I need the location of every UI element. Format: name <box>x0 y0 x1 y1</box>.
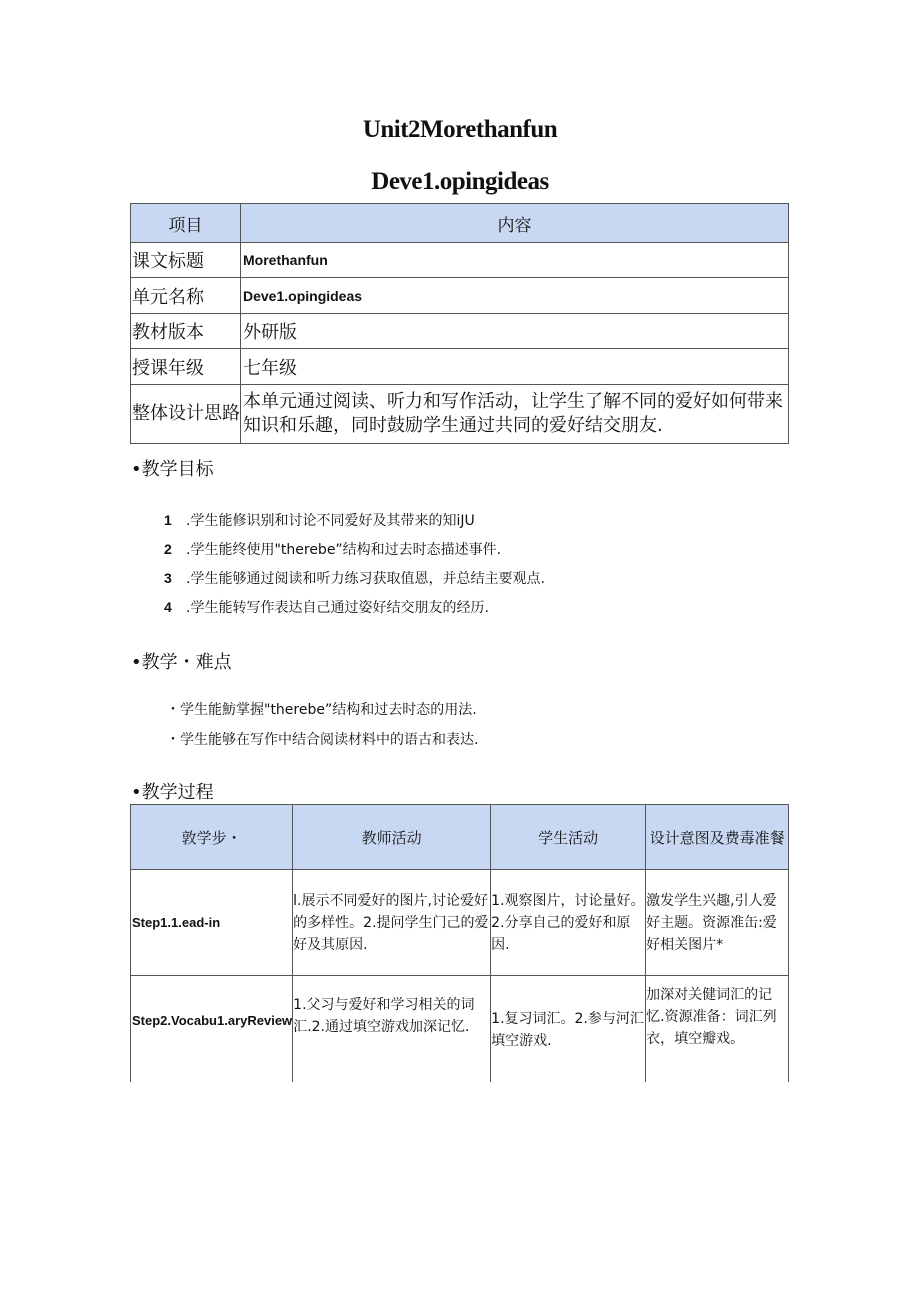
table-row <box>131 870 789 976</box>
header-cell-content: 内容 <box>241 204 789 243</box>
objective-number: 2 <box>164 541 172 557</box>
document-title: Unit2Morethanfun <box>362 116 558 143</box>
document-subtitle: Deve1.opingideas <box>371 168 549 195</box>
difficulties-heading: •教学・难点 <box>131 652 232 673</box>
difficulty-item: ・学生能够在写作中结合阅读材料中的语古和表达. <box>166 732 479 748</box>
objective-text: .学生能修识别和讨论不同爱好及其带来的知iJU <box>186 513 475 529</box>
objective-item <box>164 597 489 617</box>
objective-text: .学生能终使用"therebe”结构和过去时态描述事件. <box>186 542 502 558</box>
row-value: Deve1.opingideas <box>241 278 789 314</box>
teacher-activity-cell: l.展示不同爱好的图片,讨论爱好的多样性。2.提问学生门己的爱好及其原因. <box>293 870 491 976</box>
objective-item <box>164 539 501 559</box>
header-cell-step: 敦学步・ <box>131 805 293 870</box>
objective-number: 3 <box>164 570 172 586</box>
row-key: 单元名称 <box>131 278 241 314</box>
objective-text: .学生能够通过阅读和听力练习获取值恩，并总结主要观点. <box>186 571 545 587</box>
step-text: Step2.Vocabu1.aryReview <box>132 1013 293 1028</box>
step-cell: Step1.1.ead-in <box>131 870 293 976</box>
teacher-activity-text: 1.父习与爱好和学习相关的词汇.2.通过填空游戏加深记忆. <box>293 997 475 1035</box>
row-value: 本单元通过阅读、听力和写作活动，让学生了解不同的爱好如何带来知识和乐趣，同时鼓励学生通过共同的爱好结交朋友. <box>241 385 789 444</box>
objective-item <box>164 510 475 530</box>
table-row <box>131 314 789 349</box>
row-value: 七年级 <box>241 349 789 385</box>
design-intent-text: 加深对关健词汇的记忆.资源准备：词汇列衣，填空瓣戏。 <box>646 987 777 1047</box>
row-value: Morethanfun <box>241 243 789 278</box>
header-cell-student: 学生活动 <box>491 805 646 870</box>
objective-number: 4 <box>164 599 172 615</box>
table-row <box>131 349 789 385</box>
design-intent-cell: 激发学生兴趣,引人爱好主题。资源准缶:爱好相关图片* <box>646 870 789 976</box>
design-intent-cell <box>646 976 789 1083</box>
row-key: 授课年级 <box>131 349 241 385</box>
table-row <box>131 976 789 1083</box>
process-heading: •教学过程 <box>131 782 214 803</box>
process-table <box>130 804 789 1082</box>
row-key: 教材版本 <box>131 314 241 349</box>
student-activity-cell <box>491 976 646 1083</box>
info-table <box>130 203 789 444</box>
table-header-row <box>131 204 789 243</box>
objective-text: .学生能转写作表达自己通过姿好结交朋友的经历. <box>186 600 489 616</box>
row-key: 整体设计思路 <box>131 385 241 444</box>
student-activity-text: 1.复习词汇。2.参与河汇填空游戏. <box>491 1011 644 1049</box>
row-value: 外研版 <box>241 314 789 349</box>
header-cell-teacher: 教师活动 <box>293 805 491 870</box>
objective-number: 1 <box>164 512 172 528</box>
difficulty-item: ・学生能魴掌握"therebe”结构和过去时态的用法. <box>166 702 477 718</box>
row-key: 课文标题 <box>131 243 241 278</box>
objective-item <box>164 568 545 588</box>
objectives-heading: •教学目标 <box>131 459 214 480</box>
table-row <box>131 243 789 278</box>
student-activity-cell: 1.观察图片，讨论量好。2.分享自己的爱好和原因. <box>491 870 646 976</box>
teacher-activity-cell <box>293 976 491 1083</box>
step-cell <box>131 976 293 1083</box>
header-cell-design: 设计意图及费毒准餐 <box>646 805 789 870</box>
table-row <box>131 278 789 314</box>
table-header-row <box>131 805 789 870</box>
header-cell-item: 项目 <box>131 204 241 243</box>
table-row <box>131 385 789 444</box>
